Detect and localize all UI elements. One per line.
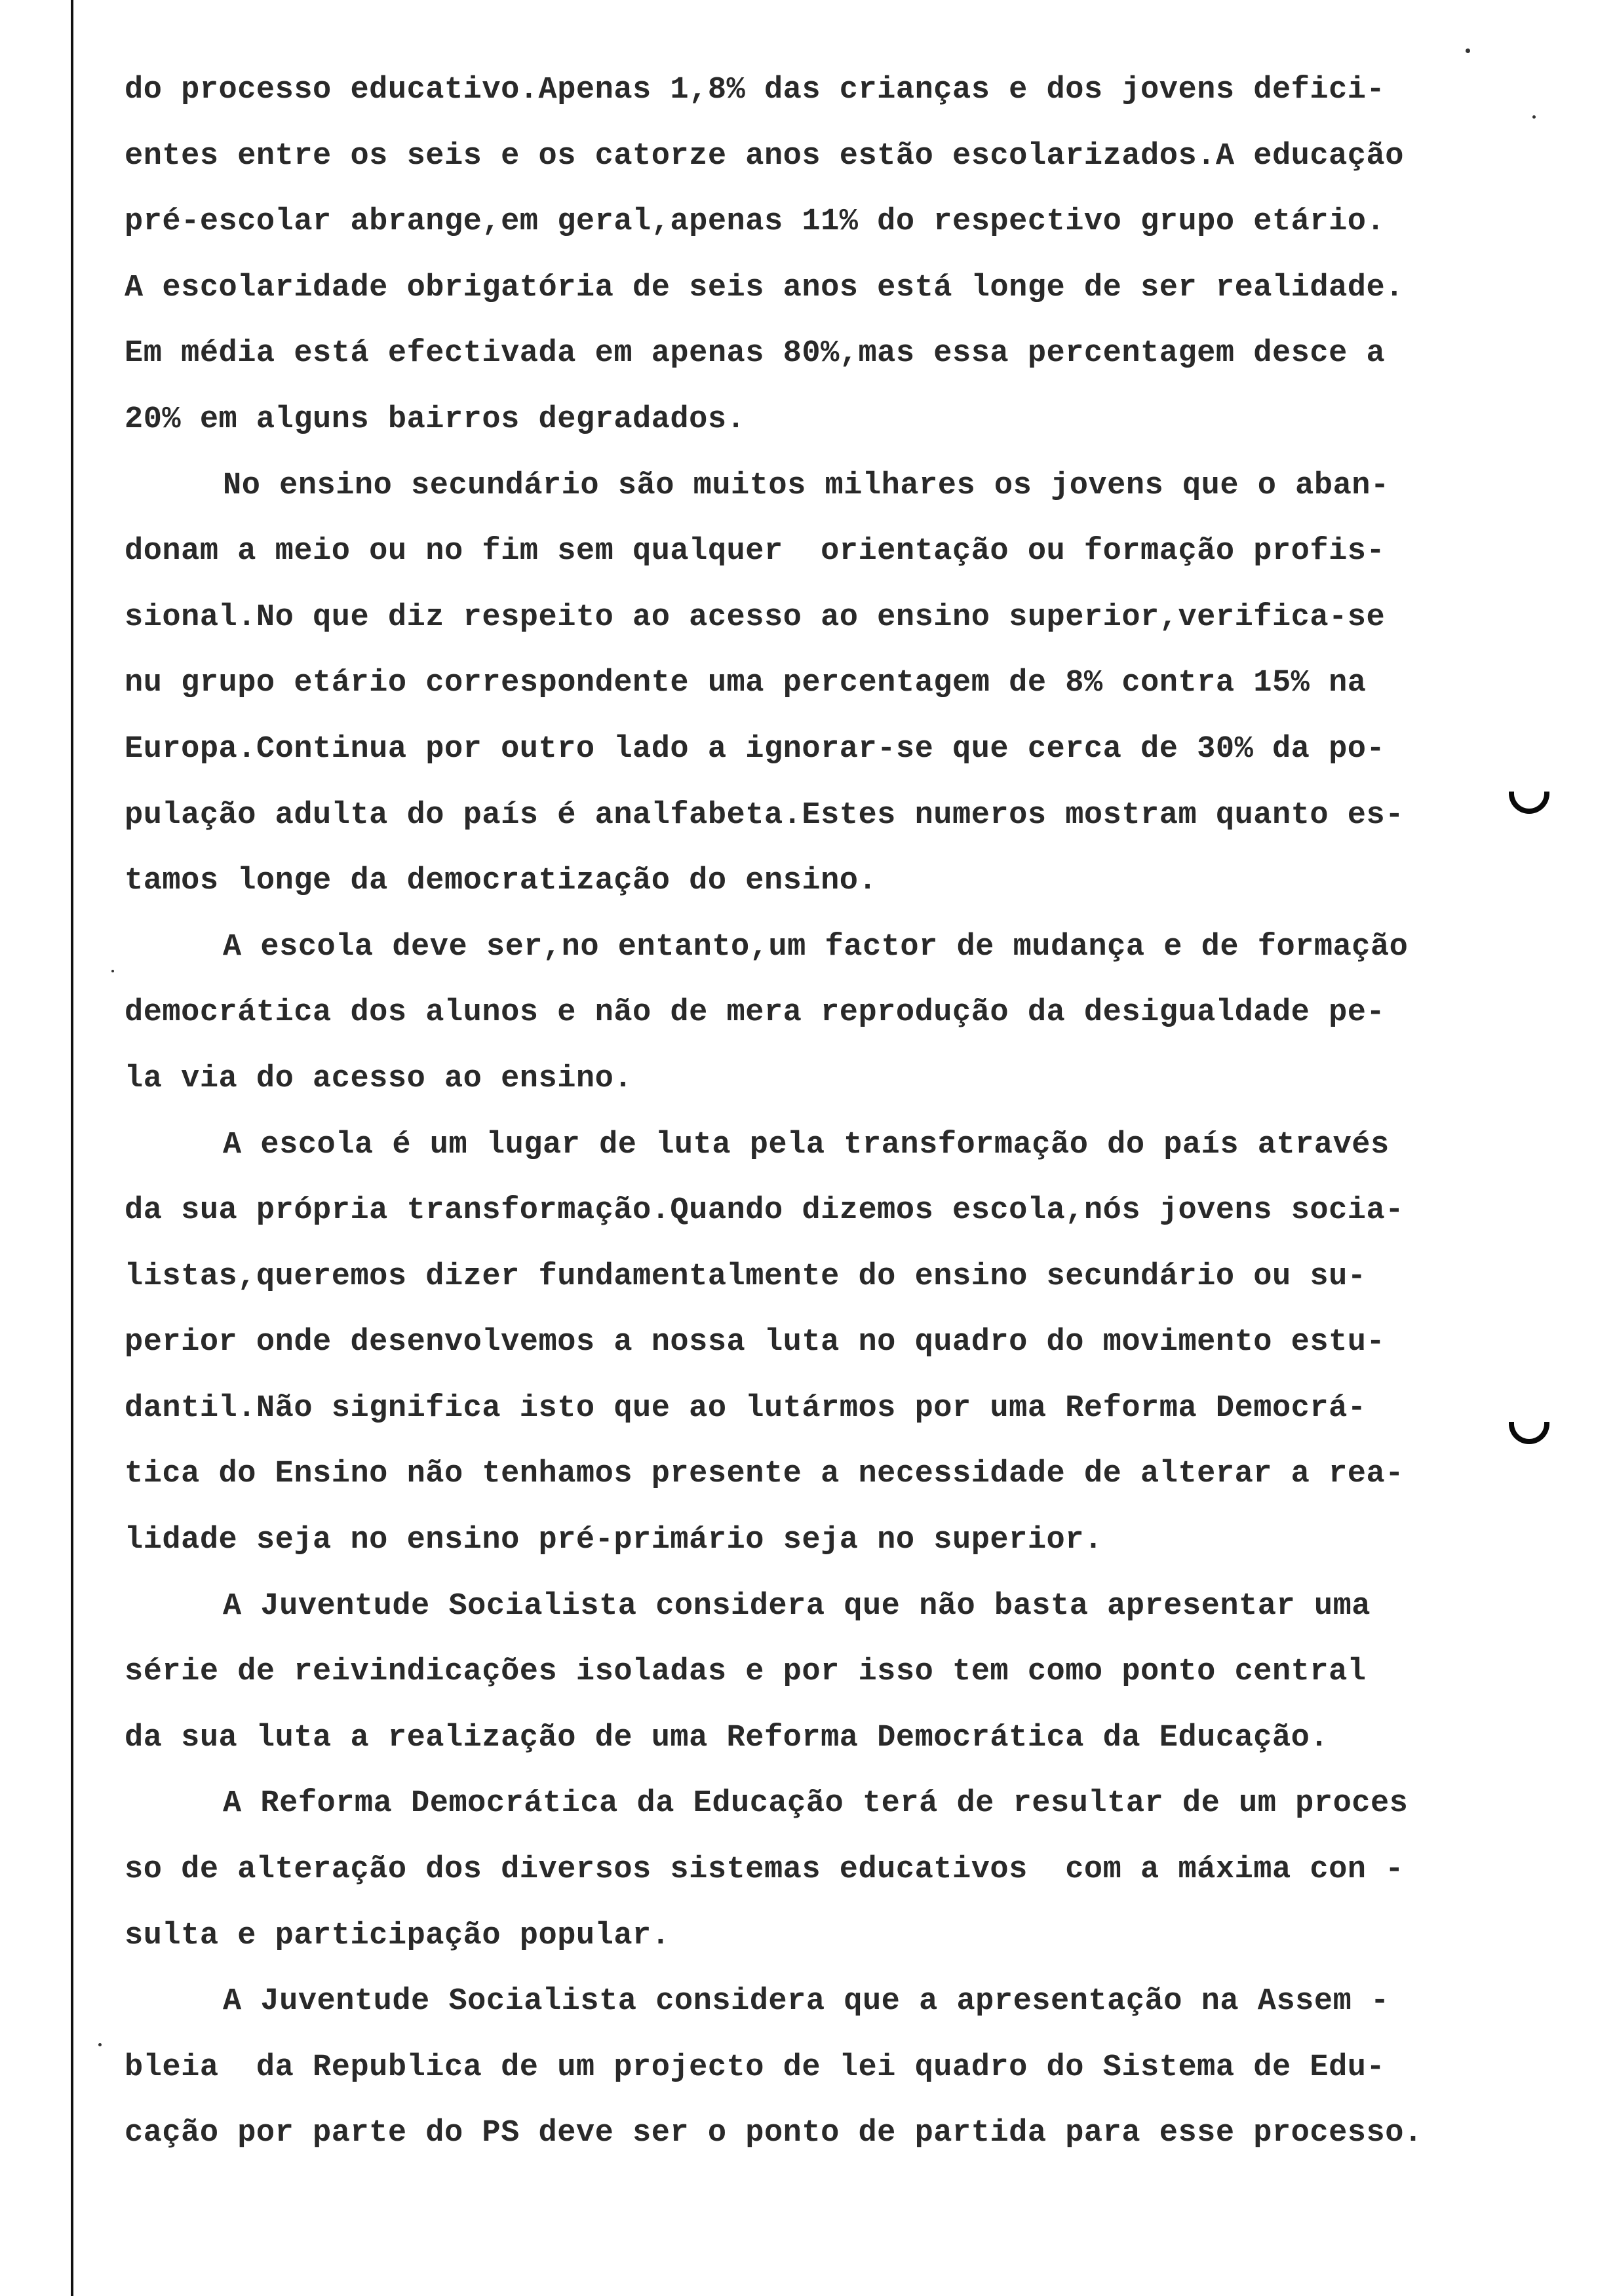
text-line: da sua luta a realização de uma Reforma Democrática da Educação. [125,1720,1329,1755]
text-line: la via do acesso ao ensino. [125,1061,633,1096]
text-line: nu grupo etário correspondente uma percentagem de 8% contra 15% na [125,666,1367,701]
ink-speck [111,970,114,972]
text-line: entes entre os seis e os catorze anos estão escolarizados.A educação [125,138,1404,174]
text-line: perior onde desenvolvemos a nossa luta no quadro do movimento estu- [125,1325,1386,1360]
text-line: bleia da Republica de um projecto de lei quadro do Sistema de Edu- [125,2050,1386,2085]
text-line: pré-escolar abrange,em geral,apenas 11% do respectivo grupo etário. [125,204,1386,240]
text-line: A escolaridade obrigatória de seis anos está longe de ser realidade. [125,270,1404,305]
text-line: A Reforma Democrática da Educação terá de resultar de um proces [223,1786,1409,1822]
text-line: so de alteração dos diversos sistemas educativos com a máxima con - [125,1852,1404,1888]
text-line: série de reivindicações isoladas e por isso tem como ponto central [125,1655,1367,1690]
binder-hole-upper [1509,792,1549,814]
ink-speck [98,2043,102,2046]
text-line: do processo educativo.Apenas 1,8% das crianças e dos jovens defici- [125,73,1386,107]
text-line: A escola deve ser,no entanto,um factor de mudança e de formação [223,929,1409,965]
text-line: tica do Ensino não tenhamos presente a necessidade de alterar a rea- [125,1457,1404,1492]
text-line: cação por parte do PS deve ser o ponto de partida para esse processo. [125,2116,1423,2151]
text-line: tamos longe da democratização do ensino. [125,864,878,899]
ink-speck [1466,48,1470,53]
text-line: 20% em alguns bairros degradados. [125,402,746,437]
text-line: A escola é um lugar de luta pela transformação do país através [223,1127,1390,1162]
text-line: democrática dos alunos e não de mera reprodução da desigualdade pe- [125,995,1386,1031]
text-line: dantil.Não significa isto que ao lutármos por uma Reforma Democrá- [125,1390,1367,1426]
text-line: sional.No que diz respeito ao acesso ao ensino superior,verifica-se [125,600,1386,635]
text-line: A Juventude Socialista considera que a apresentação na Assem - [223,1984,1390,2019]
text-line: lidade seja no ensino pré-primário seja no superior. [125,1523,1103,1558]
text-line: A Juventude Socialista considera que não basta apresentar uma [223,1588,1371,1624]
text-line: listas,queremos dizer fundamentalmente do ensino secundário ou su- [125,1259,1367,1294]
typed-document-body [125,58,1488,2167]
binder-hole-lower [1509,1422,1549,1444]
page-left-border [71,0,73,2296]
text-line: sulta e participação popular. [125,1918,671,1953]
ink-speck [1532,115,1536,119]
text-line: pulação adulta do país é analfabeta.Estes numeros mostram quanto es- [125,797,1404,833]
text-line: donam a meio ou no fim sem qualquer orientação ou formação profis- [125,534,1386,569]
text-line: da sua própria transformação.Quando dizemos escola,nós jovens socia- [125,1193,1404,1229]
text-line: Em média está efectivada em apenas 80%,mas essa percentagem desce a [125,336,1386,372]
text-line: Europa.Continua por outro lado a ignorar-se que cerca de 30% da po- [125,731,1386,767]
text-line: No ensino secundário são muitos milhares os jovens que o aban- [223,468,1390,503]
